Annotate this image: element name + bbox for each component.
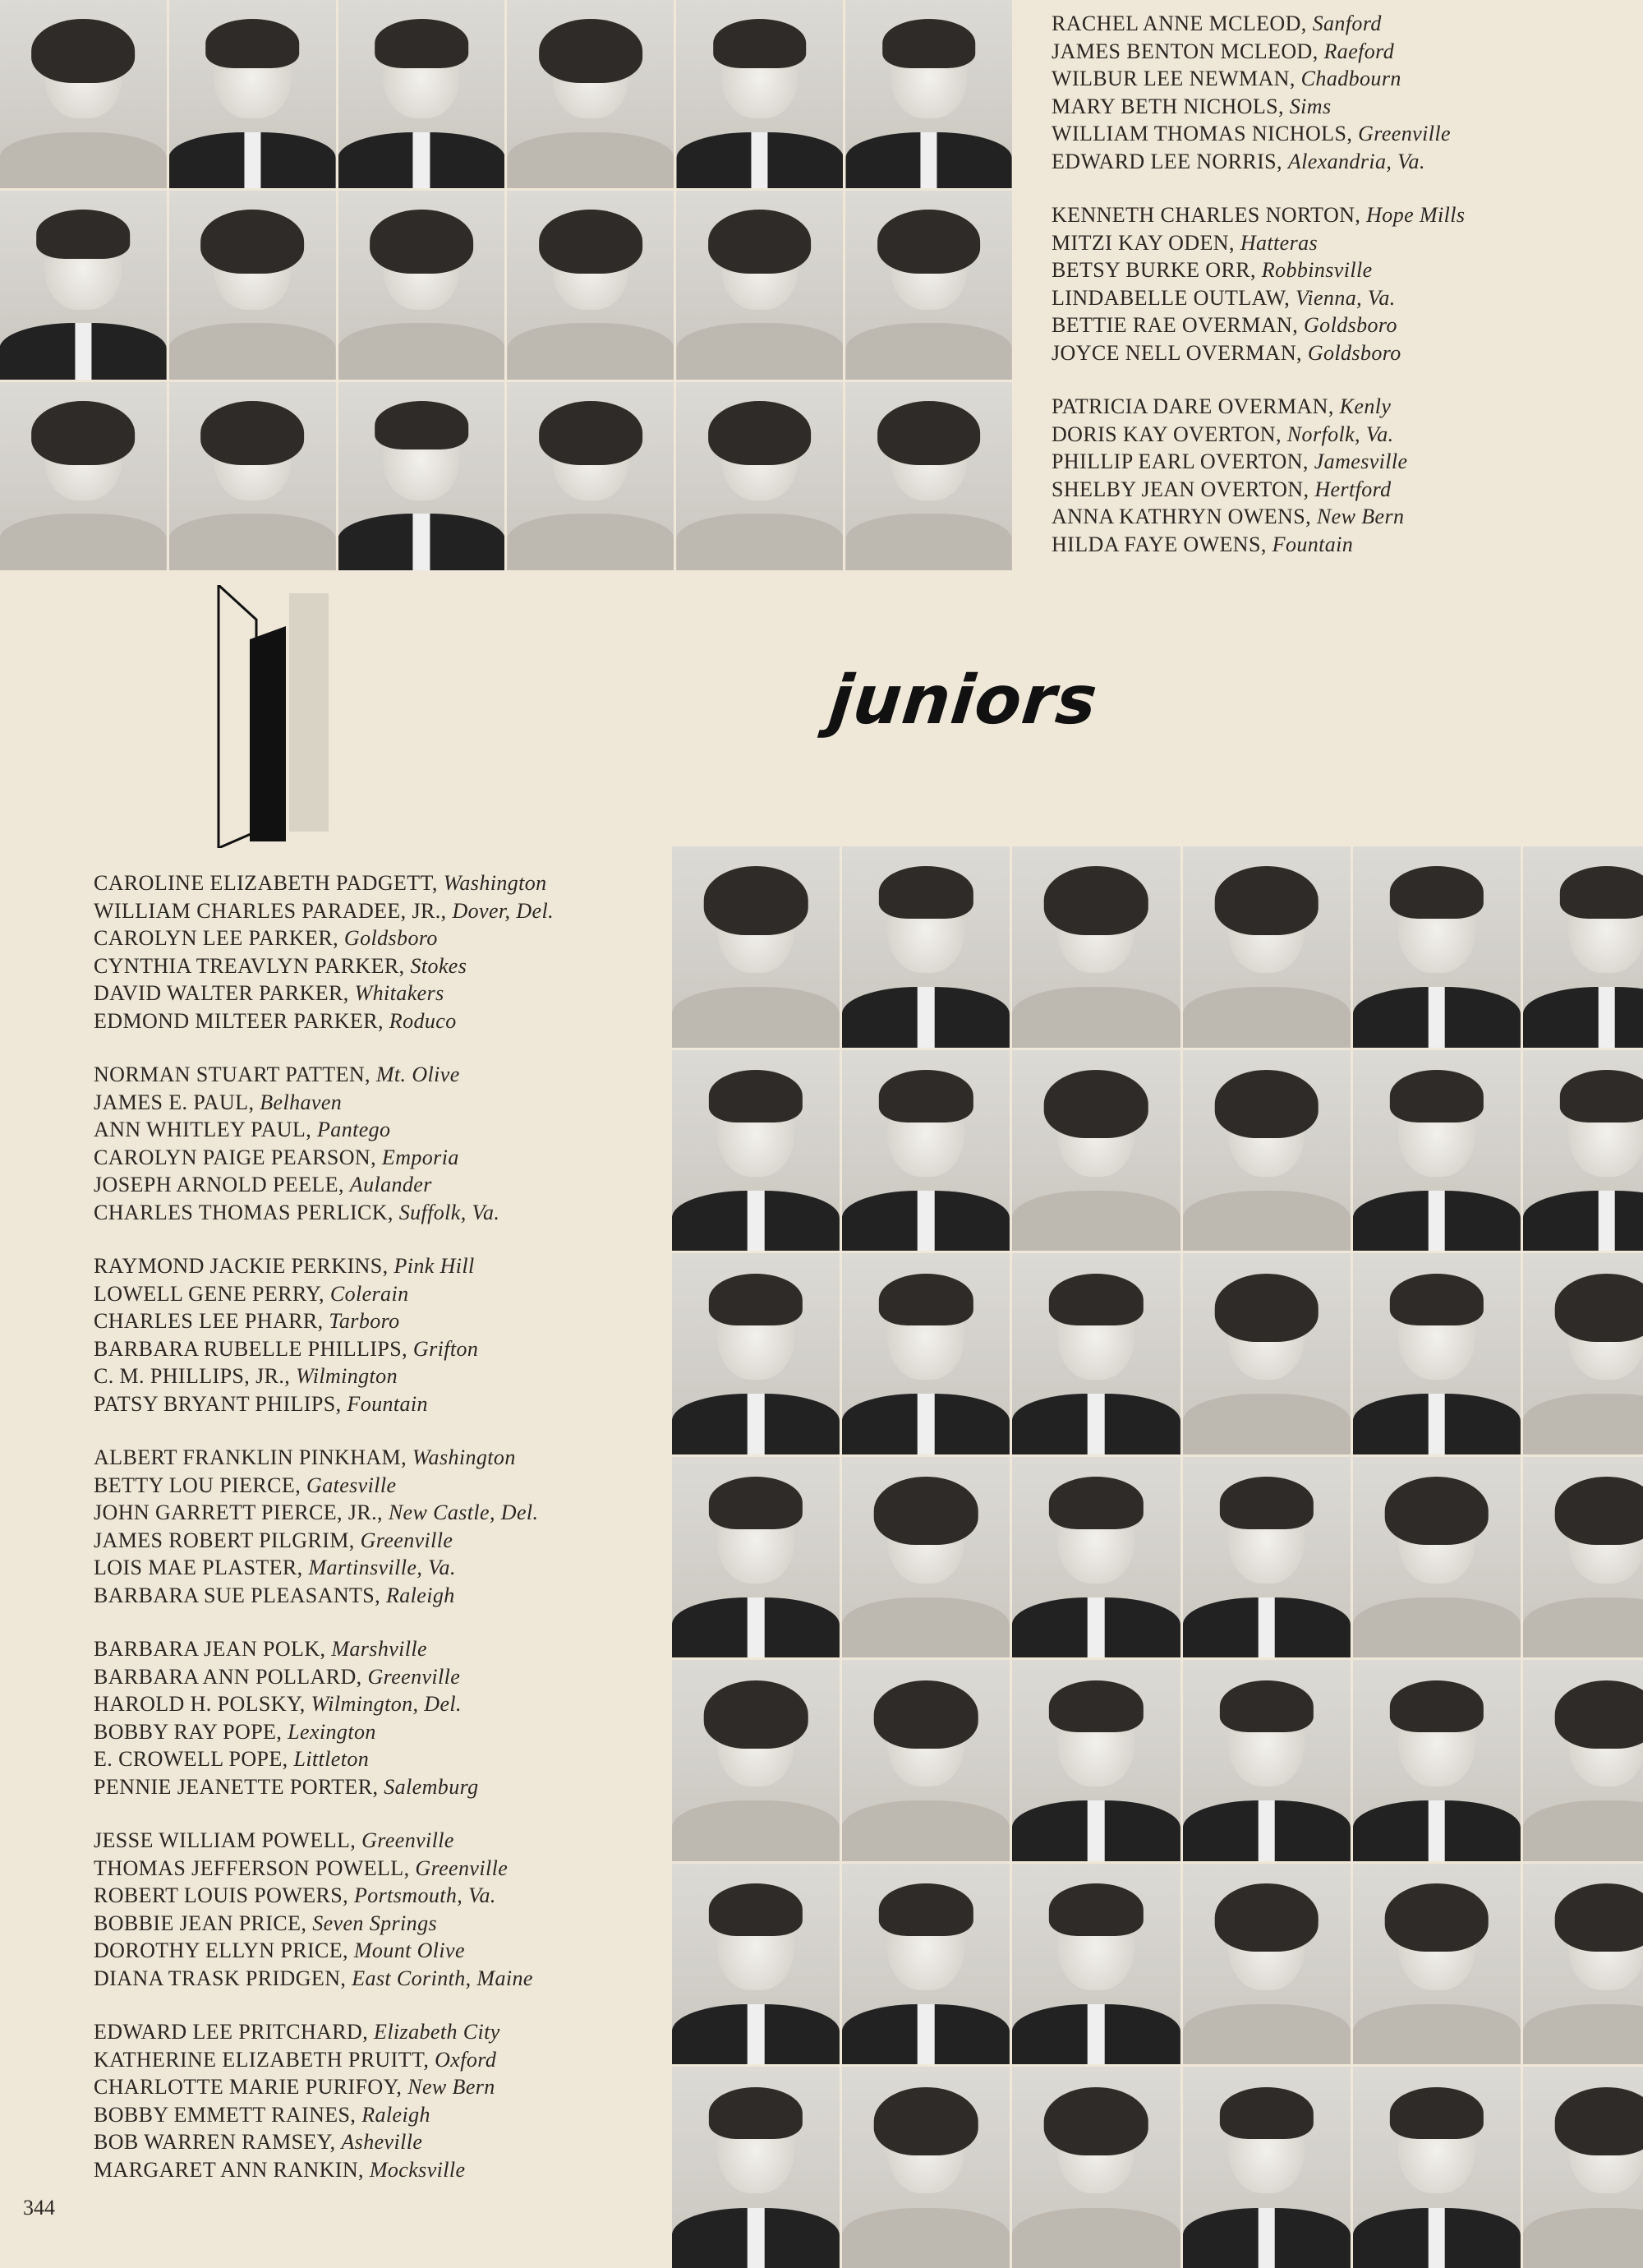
student-hometown: Raleigh — [385, 1583, 455, 1607]
student-name: PENNIE JEANETTE PORTER — [94, 1774, 373, 1799]
student-entry: CHARLOTTE MARIE PURIFOY, New Bern — [94, 2075, 495, 2099]
student-name: E. CROWELL POPE — [94, 1747, 283, 1771]
student-name: JAMES E. PAUL — [94, 1090, 249, 1114]
student-name: BARBARA ANN POLLARD — [94, 1664, 357, 1689]
student-portrait — [1183, 1457, 1351, 1658]
student-hometown: Martinsville, Va. — [308, 1556, 456, 1579]
student-hometown: New Bern — [407, 2075, 495, 2099]
student-portrait — [842, 1050, 1010, 1252]
student-hometown: Norfolk, Va. — [1286, 422, 1394, 446]
student-name: JOHN GARRETT PIERCE, JR. — [94, 1500, 377, 1524]
student-hometown: Marshville — [331, 1637, 427, 1661]
student-entry: BARBARA ANN POLLARD, Greenville — [94, 1664, 461, 1689]
student-entry: JAMES E. PAUL, Belhaven — [94, 1090, 343, 1114]
name-group — [94, 1444, 554, 1609]
section-emblem — [214, 585, 329, 848]
student-name: DIANA TRASK PRIDGEN — [94, 1966, 341, 1990]
student-portrait — [842, 1864, 1010, 2065]
student-name: EDWARD LEE PRITCHARD — [94, 2020, 363, 2044]
bottom-name-list — [94, 869, 554, 2210]
student-hometown: Mocksville — [369, 2157, 466, 2182]
student-portrait — [1012, 2067, 1180, 2268]
student-name: CAROLYN PAIGE PEARSON — [94, 1145, 371, 1169]
student-hometown: Suffolk, Va. — [398, 1200, 500, 1224]
student-hometown: Chadbourn — [1300, 67, 1401, 90]
bottom-photo-grid — [672, 846, 1643, 2268]
student-name: CHARLES LEE PHARR — [94, 1309, 318, 1333]
student-portrait — [169, 382, 336, 570]
student-portrait — [1523, 1864, 1643, 2065]
student-name: RAYMOND JACKIE PERKINS — [94, 1254, 383, 1278]
student-entry: KENNETH CHARLES NORTON, Hope Mills — [1052, 203, 1466, 227]
student-portrait — [1353, 846, 1521, 1048]
student-hometown: Greenville — [1358, 122, 1451, 145]
student-hometown: Kenly — [1339, 394, 1392, 418]
student-hometown: Sanford — [1312, 12, 1382, 35]
student-portrait — [842, 1660, 1010, 1861]
student-portrait — [169, 191, 336, 379]
student-entry: ALBERT FRANKLIN PINKHAM, Washington — [94, 1445, 516, 1469]
student-hometown: Pink Hill — [393, 1254, 475, 1278]
student-portrait — [842, 1253, 1010, 1454]
student-name: CAROLINE ELIZABETH PADGETT — [94, 871, 432, 895]
student-name: KENNETH CHARLES NORTON — [1052, 203, 1355, 227]
student-entry: BOBBY RAY POPE, Lexington — [94, 1719, 376, 1744]
student-entry: CHARLES LEE PHARR, Tarboro — [94, 1309, 400, 1333]
student-portrait — [1012, 846, 1180, 1048]
student-hometown: Colerain — [329, 1281, 409, 1306]
student-name: JOYCE NELL OVERMAN — [1052, 340, 1296, 365]
student-hometown: Hatteras — [1240, 230, 1319, 255]
student-portrait — [1183, 1050, 1351, 1252]
student-name: BOBBIE JEAN PRICE — [94, 1911, 301, 1935]
student-entry: PATRICIA DARE OVERMAN, Kenly — [1052, 394, 1392, 418]
student-entry: DIANA TRASK PRIDGEN, East Corinth, Maine — [94, 1966, 533, 1990]
student-entry: NORMAN STUART PATTEN, Mt. Olive — [94, 1063, 460, 1086]
student-portrait — [1353, 1864, 1521, 2065]
student-portrait — [1183, 1660, 1351, 1861]
student-name: HAROLD H. POLSKY — [94, 1692, 300, 1716]
student-hometown: Emporia — [381, 1145, 459, 1169]
student-portrait — [676, 0, 843, 188]
student-portrait — [1353, 1457, 1521, 1658]
student-entry: BARBARA RUBELLE PHILLIPS, Grifton — [94, 1336, 479, 1361]
student-hometown: Hope Mills — [1366, 203, 1466, 227]
name-group — [94, 1061, 554, 1226]
student-entry: JOYCE NELL OVERMAN, Goldsboro — [1052, 340, 1401, 365]
student-name: LINDABELLE OUTLAW — [1052, 285, 1285, 310]
student-entry: JAMES BENTON MCLEOD, Raeford — [1052, 39, 1395, 63]
student-entry: LOIS MAE PLASTER, Martinsville, Va. — [94, 1556, 456, 1579]
student-entry: JESSE WILLIAM POWELL, Greenville — [94, 1828, 454, 1852]
student-name: BARBARA JEAN POLK — [94, 1637, 320, 1661]
student-name: ALBERT FRANKLIN PINKHAM — [94, 1445, 402, 1469]
student-portrait — [1012, 1050, 1180, 1252]
student-portrait — [672, 2067, 840, 2268]
student-hometown: Greenville — [367, 1664, 461, 1689]
student-entry: PENNIE JEANETTE PORTER, Salemburg — [94, 1774, 479, 1799]
top-name-list — [1052, 10, 1465, 584]
student-portrait — [0, 382, 167, 570]
student-name: WILLIAM THOMAS NICHOLS — [1052, 122, 1347, 145]
student-name: MITZI KAY ODEN — [1052, 230, 1229, 255]
student-entry: JAMES ROBERT PILGRIM, Greenville — [94, 1528, 453, 1552]
student-portrait — [1523, 1660, 1643, 1861]
student-portrait — [845, 382, 1012, 570]
student-hometown: Mt. Olive — [375, 1063, 460, 1086]
student-hometown: Goldsboro — [343, 926, 438, 950]
student-hometown: Raeford — [1323, 39, 1395, 63]
student-entry: BARBARA SUE PLEASANTS, Raleigh — [94, 1583, 455, 1607]
student-entry: WILBUR LEE NEWMAN, Chadbourn — [1052, 67, 1401, 90]
student-portrait — [507, 0, 674, 188]
student-name: BOBBY RAY POPE — [94, 1719, 277, 1744]
student-hometown: Asheville — [341, 2130, 423, 2154]
student-entry: CAROLYN PAIGE PEARSON, Emporia — [94, 1145, 459, 1169]
student-portrait — [1523, 1253, 1643, 1454]
student-name: DOROTHY ELLYN PRICE — [94, 1938, 343, 1962]
student-entry: E. CROWELL POPE, Littleton — [94, 1747, 370, 1771]
student-portrait — [842, 2067, 1010, 2268]
student-entry: ROBERT LOUIS POWERS, Portsmouth, Va. — [94, 1883, 496, 1907]
student-hometown: Wilmington, Del. — [311, 1692, 462, 1716]
student-hometown: Seven Springs — [312, 1911, 437, 1935]
student-name: BOB WARREN RAMSEY — [94, 2130, 330, 2154]
student-entry: EDMOND MILTEER PARKER, Roduco — [94, 1008, 457, 1033]
student-portrait — [1353, 1050, 1521, 1252]
student-entry: WILLIAM THOMAS NICHOLS, Greenville — [1052, 122, 1451, 145]
name-group — [1052, 201, 1465, 366]
student-name: BETTIE RAE OVERMAN — [1052, 313, 1293, 337]
student-name: JESSE WILLIAM POWELL — [94, 1828, 351, 1852]
student-entry: ANNA KATHRYN OWENS, New Bern — [1052, 505, 1405, 528]
student-hometown: Greenville — [360, 1528, 453, 1552]
student-hometown: Oxford — [435, 2047, 497, 2072]
student-entry: CAROLYN LEE PARKER, Goldsboro — [94, 926, 438, 950]
student-hometown: Dover, Del. — [452, 898, 555, 923]
student-name: LOWELL GENE PERRY — [94, 1281, 320, 1306]
student-entry: BOBBIE JEAN PRICE, Seven Springs — [94, 1911, 437, 1935]
name-group — [94, 869, 554, 1035]
name-group — [1052, 10, 1465, 175]
student-entry: DOROTHY ELLYN PRICE, Mount Olive — [94, 1938, 465, 1962]
student-name: WILBUR LEE NEWMAN — [1052, 67, 1290, 90]
student-portrait — [169, 0, 336, 188]
student-name: SHELBY JEAN OVERTON — [1052, 477, 1304, 501]
student-hometown: Aulander — [349, 1173, 432, 1196]
student-portrait — [672, 1660, 840, 1861]
student-hometown: Fountain — [347, 1391, 428, 1416]
student-portrait — [1523, 846, 1643, 1048]
student-portrait — [338, 382, 505, 570]
student-hometown: Littleton — [293, 1747, 370, 1771]
student-hometown: Fountain — [1272, 532, 1354, 556]
student-name: EDMOND MILTEER PARKER — [94, 1008, 378, 1033]
student-hometown: Goldsboro — [1307, 340, 1401, 365]
student-name: CYNTHIA TREAVLYN PARKER — [94, 953, 399, 978]
section-title: juniors — [826, 662, 1102, 740]
name-group — [94, 1635, 554, 1800]
student-name: CHARLOTTE MARIE PURIFOY — [94, 2075, 397, 2099]
student-name: CAROLYN LEE PARKER — [94, 926, 334, 950]
student-entry: DORIS KAY OVERTON, Norfolk, Va. — [1052, 422, 1394, 446]
student-name: MARGARET ANN RANKIN — [94, 2157, 359, 2182]
student-portrait — [0, 191, 167, 379]
student-hometown: Greenville — [361, 1828, 454, 1852]
student-portrait — [1183, 2067, 1351, 2268]
student-portrait — [1523, 1050, 1643, 1252]
student-entry: CHARLES THOMAS PERLICK, Suffolk, Va. — [94, 1200, 500, 1224]
student-hometown: Portsmouth, Va. — [353, 1883, 496, 1907]
student-portrait — [1353, 1660, 1521, 1861]
student-portrait — [1183, 846, 1351, 1048]
student-portrait — [672, 1457, 840, 1658]
student-portrait — [672, 1864, 840, 2065]
student-hometown: Elizabeth City — [374, 2020, 500, 2044]
student-hometown: Wilmington — [296, 1364, 398, 1388]
student-entry: JOSEPH ARNOLD PEELE, Aulander — [94, 1173, 432, 1196]
student-portrait — [672, 1253, 840, 1454]
student-hometown: Hertford — [1314, 477, 1392, 501]
student-hometown: Salemburg — [384, 1774, 479, 1799]
student-portrait — [1012, 1253, 1180, 1454]
student-portrait — [1353, 1253, 1521, 1454]
student-hometown: Lexington — [288, 1719, 376, 1744]
student-hometown: New Bern — [1316, 505, 1405, 528]
name-group — [94, 1252, 554, 1418]
student-entry: MITZI KAY ODEN, Hatteras — [1052, 230, 1319, 255]
student-entry: SHELBY JEAN OVERTON, Hertford — [1052, 477, 1392, 501]
student-hometown: Pantego — [317, 1118, 391, 1141]
student-entry: PATSY BRYANT PHILIPS, Fountain — [94, 1391, 428, 1416]
student-hometown: Whitakers — [354, 981, 444, 1005]
student-portrait — [1183, 1253, 1351, 1454]
student-hometown: Vienna, Va. — [1296, 285, 1396, 310]
student-portrait — [672, 846, 840, 1048]
student-portrait — [672, 1050, 840, 1252]
student-portrait — [676, 382, 843, 570]
student-hometown: Raleigh — [361, 2102, 430, 2127]
student-hometown: Gatesville — [306, 1473, 397, 1497]
student-hometown: East Corinth, Maine — [352, 1966, 533, 1990]
student-portrait — [1012, 1457, 1180, 1658]
student-entry: BETTY LOU PIERCE, Gatesville — [94, 1473, 397, 1497]
student-hometown: Roduco — [389, 1008, 457, 1033]
student-portrait — [1012, 1864, 1180, 2065]
student-portrait — [845, 0, 1012, 188]
student-entry: LOWELL GENE PERRY, Colerain — [94, 1281, 409, 1306]
student-entry: DAVID WALTER PARKER, Whitakers — [94, 981, 444, 1005]
name-group — [1052, 393, 1465, 558]
student-entry: C. M. PHILLIPS, JR., Wilmington — [94, 1364, 398, 1388]
student-name: EDWARD LEE NORRIS — [1052, 149, 1277, 173]
student-entry: HAROLD H. POLSKY, Wilmington, Del. — [94, 1692, 462, 1716]
student-portrait — [1012, 1660, 1180, 1861]
student-portrait — [1353, 2067, 1521, 2268]
student-name: LOIS MAE PLASTER — [94, 1556, 297, 1579]
student-entry: EDWARD LEE NORRIS, Alexandria, Va. — [1052, 149, 1425, 173]
student-hometown: Greenville — [415, 1855, 509, 1880]
student-entry: MARY BETH NICHOLS, Sims — [1052, 94, 1332, 118]
student-name: PHILLIP EARL OVERTON — [1052, 449, 1303, 473]
student-hometown: Stokes — [410, 953, 467, 978]
student-entry: BOBBY EMMETT RAINES, Raleigh — [94, 2102, 430, 2127]
student-hometown: Mount Olive — [353, 1938, 465, 1962]
student-name: JAMES ROBERT PILGRIM — [94, 1528, 349, 1552]
student-entry: BARBARA JEAN POLK, Marshville — [94, 1637, 427, 1661]
student-name: BARBARA RUBELLE PHILLIPS — [94, 1336, 403, 1361]
page-number: 344 — [23, 2196, 55, 2220]
student-entry: RACHEL ANNE MCLEOD, Sanford — [1052, 12, 1382, 35]
name-group — [94, 1827, 554, 1992]
student-name: BETSY BURKE ORR — [1052, 258, 1250, 282]
student-name: HILDA FAYE OWENS — [1052, 532, 1261, 556]
student-portrait — [845, 191, 1012, 379]
student-name: DAVID WALTER PARKER — [94, 981, 343, 1005]
student-portrait — [338, 0, 505, 188]
student-name: NORMAN STUART PATTEN — [94, 1063, 366, 1086]
student-entry: EDWARD LEE PRITCHARD, Elizabeth City — [94, 2020, 500, 2044]
student-hometown: Belhaven — [260, 1090, 343, 1114]
student-name: ANNA KATHRYN OWENS — [1052, 505, 1306, 528]
student-entry: BETTIE RAE OVERMAN, Goldsboro — [1052, 313, 1397, 337]
student-name: PATRICIA DARE OVERMAN — [1052, 394, 1328, 418]
student-entry: WILLIAM CHARLES PARADEE, JR., Dover, Del. — [94, 898, 555, 923]
student-entry: ANN WHITLEY PAUL, Pantego — [94, 1118, 391, 1141]
student-hometown: Jamesville — [1314, 449, 1408, 473]
student-name: ANN WHITLEY PAUL — [94, 1118, 306, 1141]
student-hometown: Washington — [412, 1445, 516, 1469]
student-name: BOBBY EMMETT RAINES — [94, 2102, 351, 2127]
student-hometown: Sims — [1289, 94, 1332, 118]
student-name: PATSY BRYANT PHILIPS — [94, 1391, 336, 1416]
student-portrait — [1183, 1864, 1351, 2065]
student-entry: THOMAS JEFFERSON POWELL, Greenville — [94, 1855, 509, 1880]
student-name: THOMAS JEFFERSON POWELL — [94, 1855, 404, 1880]
student-hometown: Tarboro — [329, 1309, 400, 1333]
student-entry: LINDABELLE OUTLAW, Vienna, Va. — [1052, 285, 1396, 310]
student-portrait — [507, 382, 674, 570]
student-portrait — [338, 191, 505, 379]
student-name: KATHERINE ELIZABETH PRUITT — [94, 2047, 424, 2072]
student-entry: CAROLINE ELIZABETH PADGETT, Washington — [94, 871, 547, 895]
student-portrait — [507, 191, 674, 379]
student-name: JAMES BENTON MCLEOD — [1052, 39, 1313, 63]
student-entry: BETSY BURKE ORR, Robbinsville — [1052, 258, 1373, 282]
student-name: DORIS KAY OVERTON — [1052, 422, 1276, 446]
student-portrait — [842, 1457, 1010, 1658]
student-name: ROBERT LOUIS POWERS — [94, 1883, 343, 1907]
student-name: MARY BETH NICHOLS — [1052, 94, 1278, 118]
student-name: C. M. PHILLIPS, JR. — [94, 1364, 285, 1388]
student-name: BARBARA SUE PLEASANTS — [94, 1583, 375, 1607]
top-photo-grid — [0, 0, 1012, 570]
student-hometown: Grifton — [412, 1336, 479, 1361]
student-hometown: Alexandria, Va. — [1287, 149, 1425, 173]
student-name: BETTY LOU PIERCE — [94, 1473, 296, 1497]
student-portrait — [0, 0, 167, 188]
student-hometown: New Castle, Del. — [388, 1500, 539, 1524]
student-entry: MARGARET ANN RANKIN, Mocksville — [94, 2157, 466, 2182]
student-name: RACHEL ANNE MCLEOD — [1052, 12, 1301, 35]
student-entry: JOHN GARRETT PIERCE, JR., New Castle, Del. — [94, 1500, 539, 1524]
student-entry: HILDA FAYE OWENS, Fountain — [1052, 532, 1354, 556]
student-entry: BOB WARREN RAMSEY, Asheville — [94, 2130, 423, 2154]
student-portrait — [842, 846, 1010, 1048]
student-hometown: Washington — [443, 871, 547, 895]
student-name: CHARLES THOMAS PERLICK — [94, 1200, 388, 1224]
student-entry: PHILLIP EARL OVERTON, Jamesville — [1052, 449, 1408, 473]
student-portrait — [1523, 1457, 1643, 1658]
student-hometown: Goldsboro — [1304, 313, 1397, 337]
student-hometown: Robbinsville — [1261, 258, 1373, 282]
name-group — [94, 2018, 554, 2183]
student-name: JOSEPH ARNOLD PEELE — [94, 1173, 338, 1196]
student-entry: RAYMOND JACKIE PERKINS, Pink Hill — [94, 1254, 475, 1278]
student-entry: CYNTHIA TREAVLYN PARKER, Stokes — [94, 953, 467, 978]
student-name: WILLIAM CHARLES PARADEE, JR. — [94, 898, 441, 923]
student-portrait — [1523, 2067, 1643, 2268]
student-portrait — [676, 191, 843, 379]
student-entry: KATHERINE ELIZABETH PRUITT, Oxford — [94, 2047, 497, 2072]
